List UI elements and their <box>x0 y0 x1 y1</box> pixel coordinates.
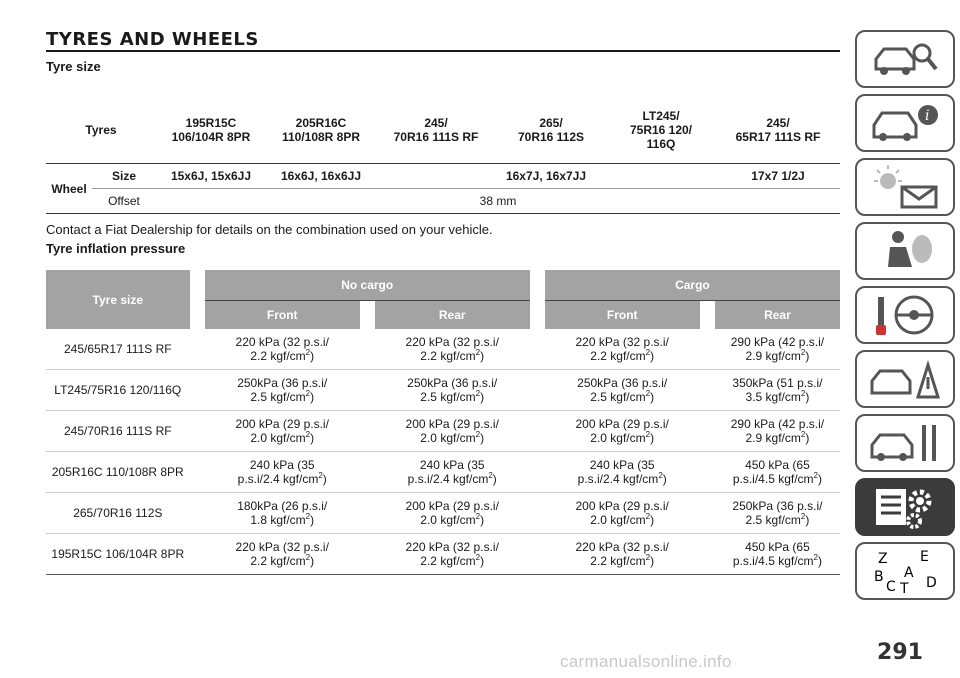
pressure-cell: 200 kPa (29 p.s.i/ 2.0 kgf/$cm^2$) <box>205 411 360 452</box>
specifications-gears-icon <box>868 483 942 531</box>
tyre-size-cell: 205R16C 110/108R 8PR <box>46 452 190 493</box>
svg-text:D: D <box>926 575 937 591</box>
inflation-group-header-row <box>46 270 840 301</box>
watermark: carmanualsonline.info <box>560 652 732 671</box>
inflation-heading: Tyre inflation pressure <box>46 241 186 256</box>
cargo-header: Cargo <box>545 270 840 301</box>
index-letters-icon <box>868 547 942 595</box>
pressure-cell: 220 kPa (32 p.s.i/ 2.2 kgf/$cm^2$) <box>545 329 700 370</box>
key-steering-wheel-icon <box>868 291 942 339</box>
pressure-cell: 200 kPa (29 p.s.i/ 2.0 kgf/$cm^2$) <box>545 493 700 534</box>
tab-airbag-seat[interactable] <box>855 222 955 280</box>
pressure-cell: 220 kPa (32 p.s.i/ 2.2 kgf/$cm^2$) <box>205 329 360 370</box>
inflation-pressure-table <box>46 270 840 575</box>
tyres-label: Tyres <box>85 123 117 137</box>
offset-value: 38 mm <box>479 194 517 208</box>
svg-text:B: B <box>874 569 884 585</box>
pressure-cell: 180kPa (26 p.s.i/ 1.8 kgf/$cm^2$) <box>205 493 360 534</box>
size-value: 16x6J, 16x6JJ <box>266 164 376 189</box>
table-row <box>46 452 840 493</box>
wheel-label: Wheel <box>46 164 92 214</box>
wheel-offset-row <box>46 189 840 214</box>
size-label: Size <box>92 164 156 189</box>
pressure-cell: 200 kPa (29 p.s.i/ 2.0 kgf/$cm^2$) <box>375 411 530 452</box>
tab-warning-lights[interactable] <box>855 158 955 216</box>
pressure-cell: 220 kPa (32 p.s.i/ 2.2 kgf/$cm^2$) <box>205 534 360 575</box>
dealership-note: Contact a Fiat Dealership for details on the combination used on your vehicle. <box>46 222 493 237</box>
tyre-col: 205R16C 110/108R 8PR <box>281 116 361 144</box>
svg-text:i: i <box>925 108 930 124</box>
size-value: 15x6J, 15x6JJ <box>156 164 266 189</box>
pressure-cell: 450 kPa (65 p.s.i/4.5 kgf/$cm^2$) <box>715 534 840 575</box>
tyre-size-heading: Tyre size <box>46 59 101 74</box>
page-number: 291 <box>877 640 923 665</box>
svg-text:A: A <box>904 565 914 581</box>
tyre-size-cell: 265/70R16 112S <box>46 493 190 534</box>
pressure-cell: 200 kPa (29 p.s.i/ 2.0 kgf/$cm^2$) <box>375 493 530 534</box>
svg-text:Z: Z <box>878 551 888 567</box>
pressure-cell: 240 kPa (35 p.s.i/2.4 kgf/$cm^2$) <box>545 452 700 493</box>
tyre-size-header-row <box>46 102 840 164</box>
pressure-cell: 240 kPa (35 p.s.i/2.4 kgf/$cm^2$) <box>375 452 530 493</box>
inflation-rows <box>46 329 840 575</box>
table-row <box>46 493 840 534</box>
section-title: TYRES AND WHEELS <box>46 30 840 52</box>
pressure-cell: 450 kPa (65 p.s.i/4.5 kgf/$cm^2$) <box>715 452 840 493</box>
svg-text:C: C <box>886 579 896 595</box>
car-info-icon <box>868 99 942 147</box>
pressure-cell: 290 kPa (42 p.s.i/ 2.9 kgf/$cm^2$) <box>715 411 840 452</box>
tyre-size-cell: 245/70R16 111S RF <box>46 411 190 452</box>
tab-car-info[interactable] <box>855 94 955 152</box>
no-cargo-header: No cargo <box>205 270 530 301</box>
page-content <box>46 30 840 575</box>
tyre-col: 265/ 70R16 112S <box>517 116 585 144</box>
car-warning-triangle-icon <box>868 355 942 403</box>
pressure-cell: 220 kPa (32 p.s.i/ 2.2 kgf/$cm^2$) <box>375 534 530 575</box>
tab-key-steering[interactable] <box>855 286 955 344</box>
tyre-col: LT245/ 75R16 120/ 116Q <box>629 109 693 151</box>
table-row <box>46 370 840 411</box>
tyre-col: 195R15C 106/104R 8PR <box>171 116 251 144</box>
tab-car-warning[interactable] <box>855 350 955 408</box>
svg-text:E: E <box>920 549 929 565</box>
pressure-cell: 290 kPa (42 p.s.i/ 2.9 kgf/$cm^2$) <box>715 329 840 370</box>
warning-lights-icon <box>868 163 942 211</box>
tyre-col: 245/ 65R17 111S RF <box>735 116 821 144</box>
airbag-seat-icon <box>868 227 942 275</box>
tab-car-tools[interactable] <box>855 414 955 472</box>
svg-text:T: T <box>900 581 909 595</box>
front-header: Front <box>205 301 360 330</box>
car-search-icon <box>868 35 942 83</box>
size-value: 16x7J, 16x7JJ <box>376 164 716 189</box>
pressure-cell: 250kPa (36 p.s.i/ 2.5 kgf/$cm^2$) <box>205 370 360 411</box>
pressure-cell: 220 kPa (32 p.s.i/ 2.2 kgf/$cm^2$) <box>545 534 700 575</box>
rear-header: Rear <box>715 301 840 330</box>
size-value: 17x7 1/2J <box>716 164 840 189</box>
tyre-size-cell: 195R15C 106/104R 8PR <box>46 534 190 575</box>
offset-label: Offset <box>108 194 140 208</box>
chapter-tabs <box>855 30 955 606</box>
tab-specifications[interactable] <box>855 478 955 536</box>
table-row <box>46 411 840 452</box>
tab-car-search[interactable] <box>855 30 955 88</box>
pressure-cell: 200 kPa (29 p.s.i/ 2.0 kgf/$cm^2$) <box>545 411 700 452</box>
tyre-size-cell: LT245/75R16 120/116Q <box>46 370 190 411</box>
tab-index[interactable] <box>855 542 955 600</box>
pressure-cell: 350kPa (51 p.s.i/ 3.5 kgf/$cm^2$) <box>715 370 840 411</box>
tyre-col: 245/ 70R16 111S RF <box>393 116 479 144</box>
tyre-size-cell: 245/65R17 111S RF <box>46 329 190 370</box>
table-row <box>46 534 840 575</box>
tyre-size-table <box>46 102 840 214</box>
pressure-cell: 220 kPa (32 p.s.i/ 2.2 kgf/$cm^2$) <box>375 329 530 370</box>
front-header: Front <box>545 301 700 330</box>
pressure-cell: 250kPa (36 p.s.i/ 2.5 kgf/$cm^2$) <box>715 493 840 534</box>
wheel-size-row <box>46 164 840 189</box>
rear-header: Rear <box>375 301 530 330</box>
pressure-cell: 250kPa (36 p.s.i/ 2.5 kgf/$cm^2$) <box>375 370 530 411</box>
car-tools-icon <box>868 419 942 467</box>
tyre-size-col-header: Tyre size <box>46 270 190 329</box>
pressure-cell: 250kPa (36 p.s.i/ 2.5 kgf/$cm^2$) <box>545 370 700 411</box>
pressure-cell: 240 kPa (35 p.s.i/2.4 kgf/$cm^2$) <box>205 452 360 493</box>
table-row <box>46 329 840 370</box>
